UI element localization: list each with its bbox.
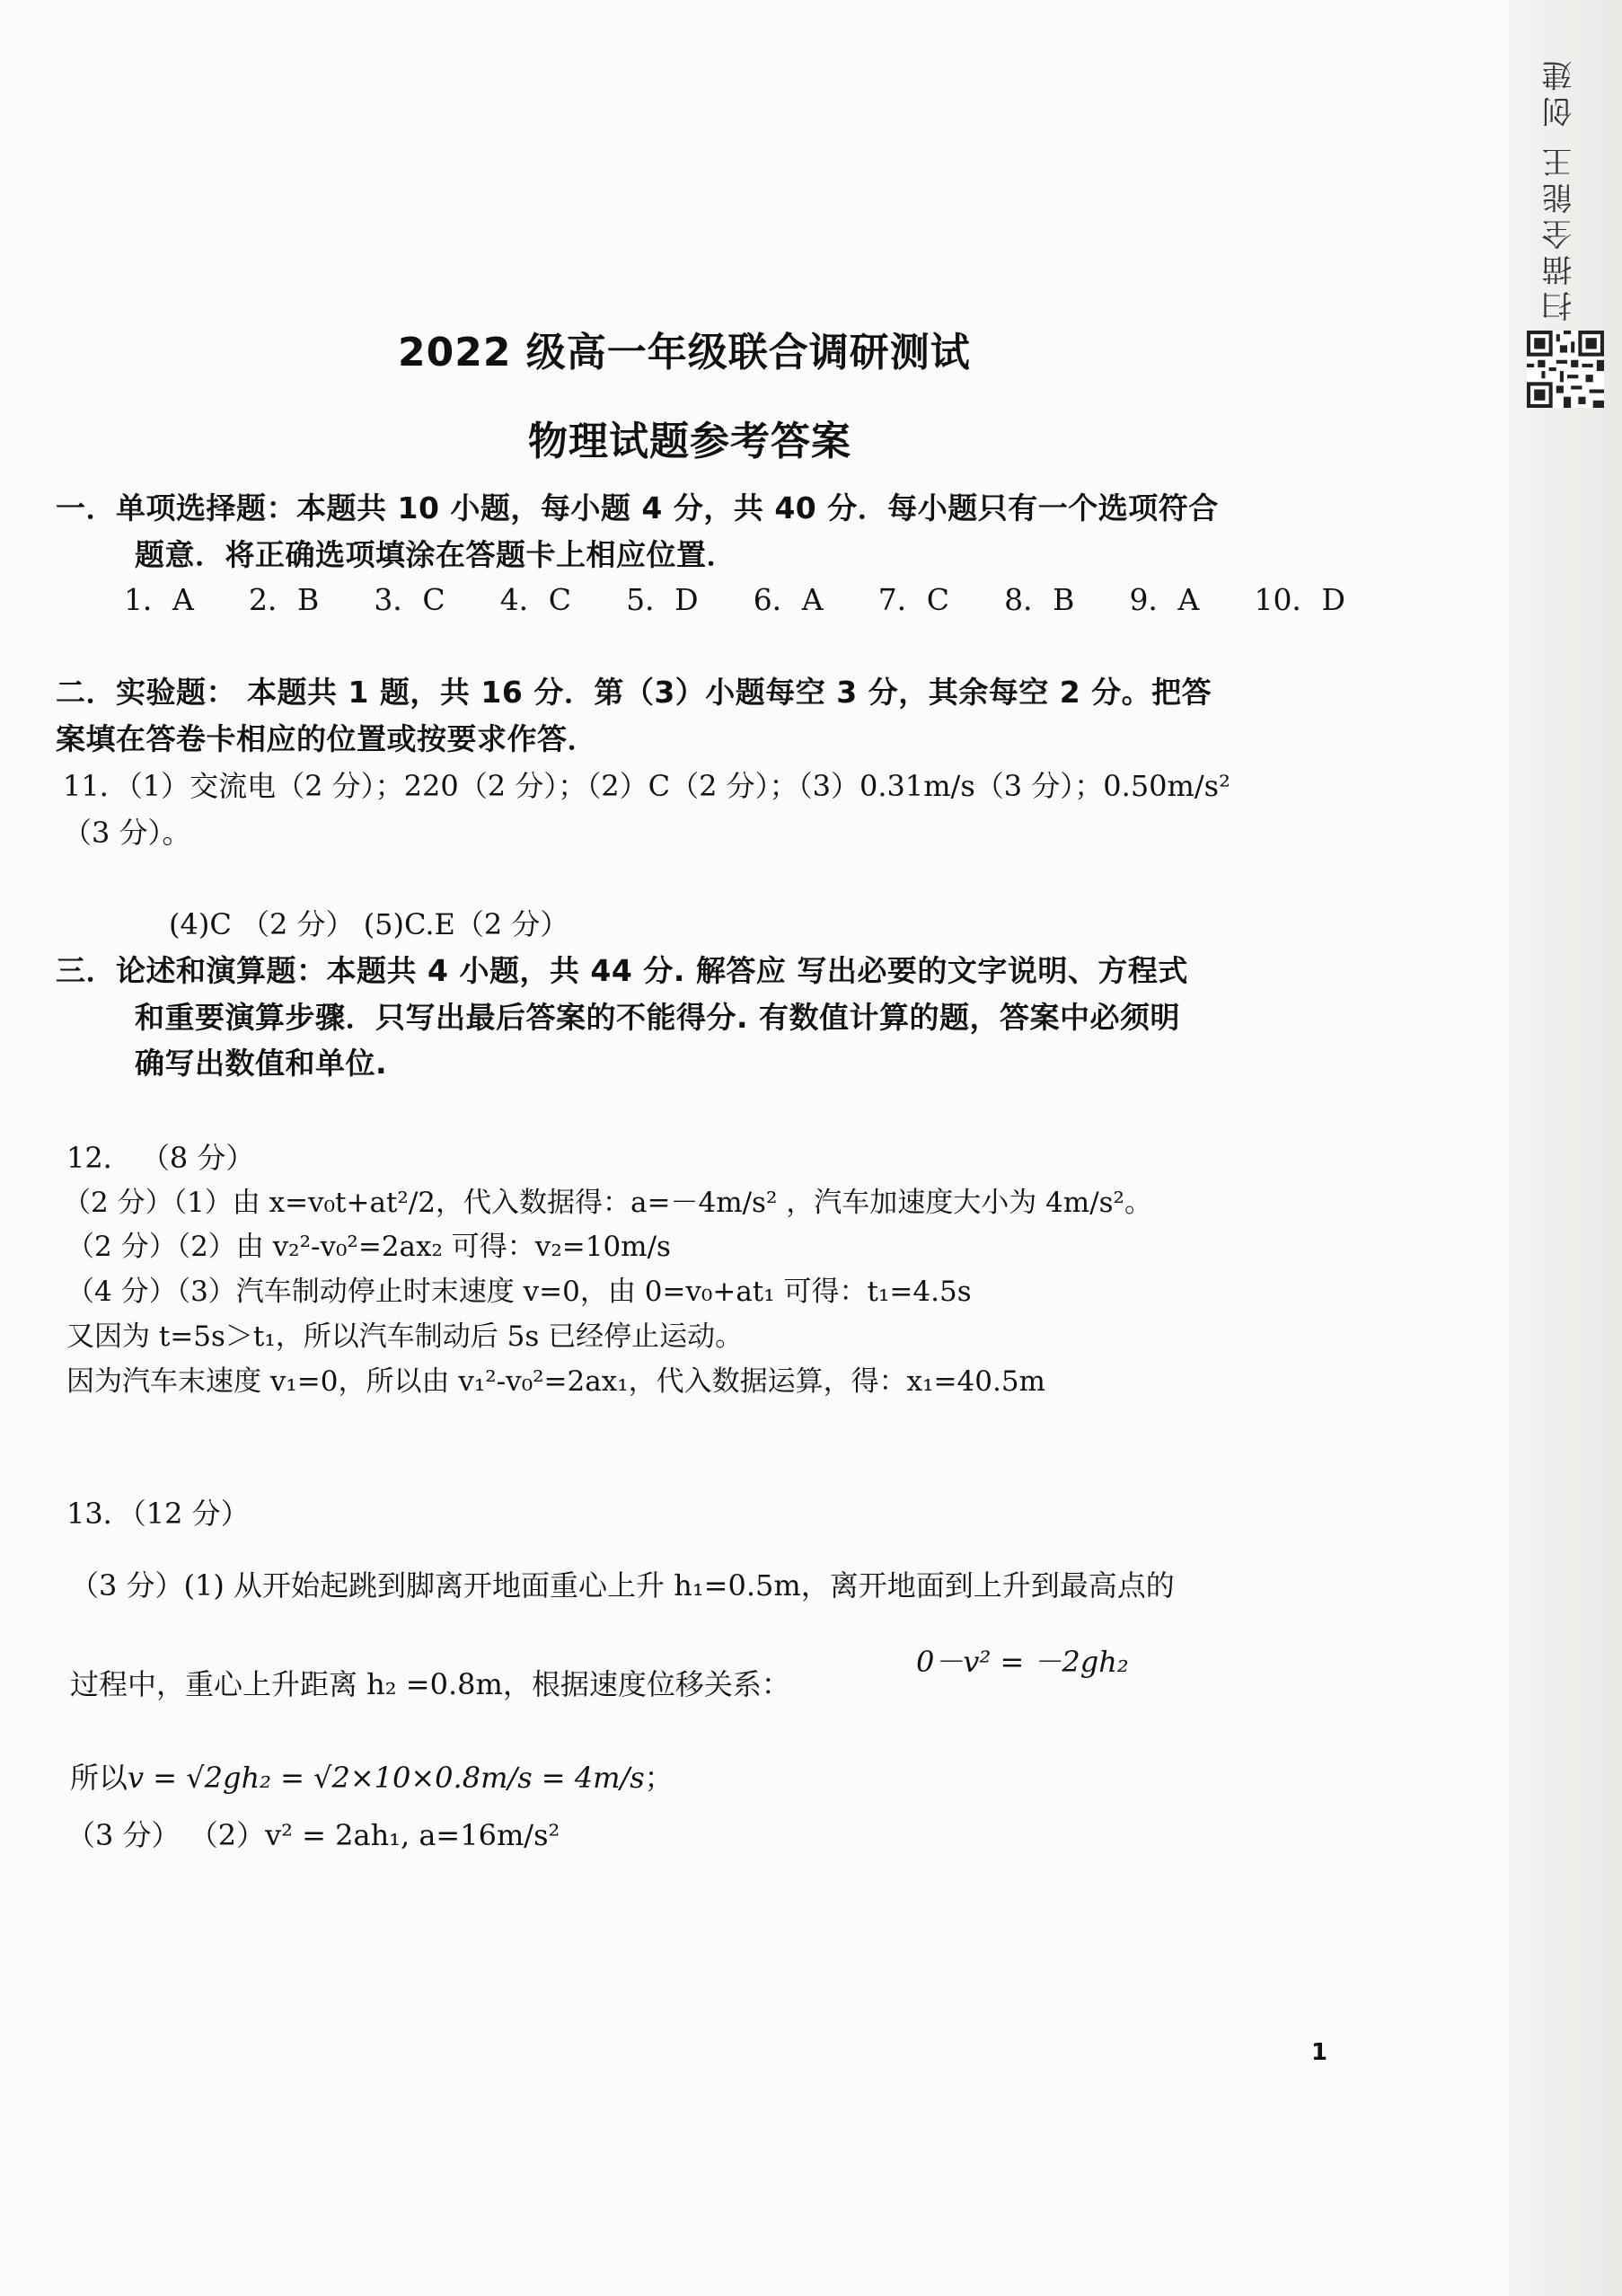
page-subtitle: 物理试题参考答案 [528, 419, 851, 464]
q13-line-3-prefix: 所以 [70, 1761, 128, 1795]
q13-line-1: （3 分）(1) 从开始起跳到脚离开地面重心上升 h₁=0.5m，离开地面到上升到最高点的 [70, 1568, 1175, 1603]
q11-line-1: 11．（1）交流电（2 分）；220（2 分）；（2）C（2 分）；（3）0.31m/s（3 分）；0.50m/s² [63, 769, 1230, 803]
section-3-header-line-2: 和重要演算步骤．只写出最后答案的不能得分. 有数值计算的题，答案中必须明 [135, 1000, 1181, 1035]
watermark-created: 创建 [1542, 55, 1578, 128]
q11-line-2: （3 分）。 [63, 816, 191, 850]
qr-code-icon [1527, 331, 1604, 408]
page-number: 1 [1311, 2039, 1328, 2066]
page-title: 2022 级高一年级联合调研测试 [398, 330, 971, 375]
section-3-header-line-1: 三．论述和演算题：本题共 4 小题，共 44 分. 解答应 写出必要的文字说明、方程式 [56, 953, 1188, 988]
q12-line-4: 又因为 t=5s＞t₁，所以汽车制动后 5s 已经停止运动。 [66, 1320, 744, 1353]
q12-heading: 12． （8 分） [66, 1141, 255, 1175]
q12-line-3: （4 分）（3）汽车制动停止时末速度 v=0，由 0=v₀+at₁ 可得：t₁=4.5s [66, 1276, 972, 1308]
answer-item: 7．C [877, 582, 949, 617]
q12-line-5: 因为汽车末速度 v₁=0，所以由 v₁²-v₀²=2ax₁，代入数据运算，得：x₁=40.5m [66, 1365, 1045, 1398]
section-2-header-line-1: 二．实验题： 本题共 1 题，共 16 分．第（3）小题每空 3 分，其余每空 2 分。把答 [56, 675, 1212, 710]
watermark-text [1538, 52, 1582, 322]
answer-item: 8．B [1004, 582, 1075, 617]
answer-item: 3．C [374, 582, 445, 617]
section-1-header-line-2: 题意．将正确选项填涂在答题卡上相应位置． [135, 537, 736, 572]
q13-velocity-displacement-formula: 0－v² = －2gh₂ [916, 1645, 1129, 1679]
answer-item: 6．A [753, 582, 824, 617]
section-2-header-line-2: 案填在答卷卡相应的位置或按要求作答． [56, 721, 597, 756]
answer-item: 9．A [1129, 582, 1200, 617]
q12-line-2: （2 分）（2）由 v₂²-v₀²=2ax₂ 可得：v₂=10m/s [66, 1231, 671, 1263]
q13-line-3-suffix: ； [644, 1761, 674, 1795]
q13-heading: 13．（12 分） [66, 1497, 250, 1531]
section-1-header-line-1: 一．单项选择题：本题共 10 小题，每小题 4 分，共 40 分．每小题只有一个选项符合 [56, 490, 1219, 525]
answer-item: 4．C [499, 582, 571, 617]
q13-velocity-result-formula: v = √2gh₂ = √2×10×0.8m/s = 4m/s [128, 1761, 645, 1795]
q13-line-2: 过程中，重心上升距离 h₂ =0.8m，根据速度位移关系： [70, 1667, 790, 1701]
answer-item: 2．B [248, 582, 320, 617]
q12-line-1: （2 分）（1）由 x=v₀t+at²/2，代入数据得：a=－4m/s² ，汽车加速度大小为 4m/s²。 [63, 1187, 1152, 1219]
section-3-header-line-3: 确写出数值和单位. [135, 1046, 388, 1081]
q13-line-3 [70, 1755, 674, 1797]
answer-item: 10．D [1254, 582, 1345, 617]
q11-line-3: (4)C （2 分） (5)C.E（2 分） [169, 907, 569, 941]
answer-item: 1．A [124, 582, 194, 617]
q13-line-4: （3 分） （2）v² = 2ah₁, a=16m/s² [66, 1818, 560, 1852]
multiple-choice-answers [124, 577, 1345, 619]
watermark-app-name: 扫描全能王 [1542, 142, 1578, 322]
answer-item: 5．D [626, 582, 699, 617]
